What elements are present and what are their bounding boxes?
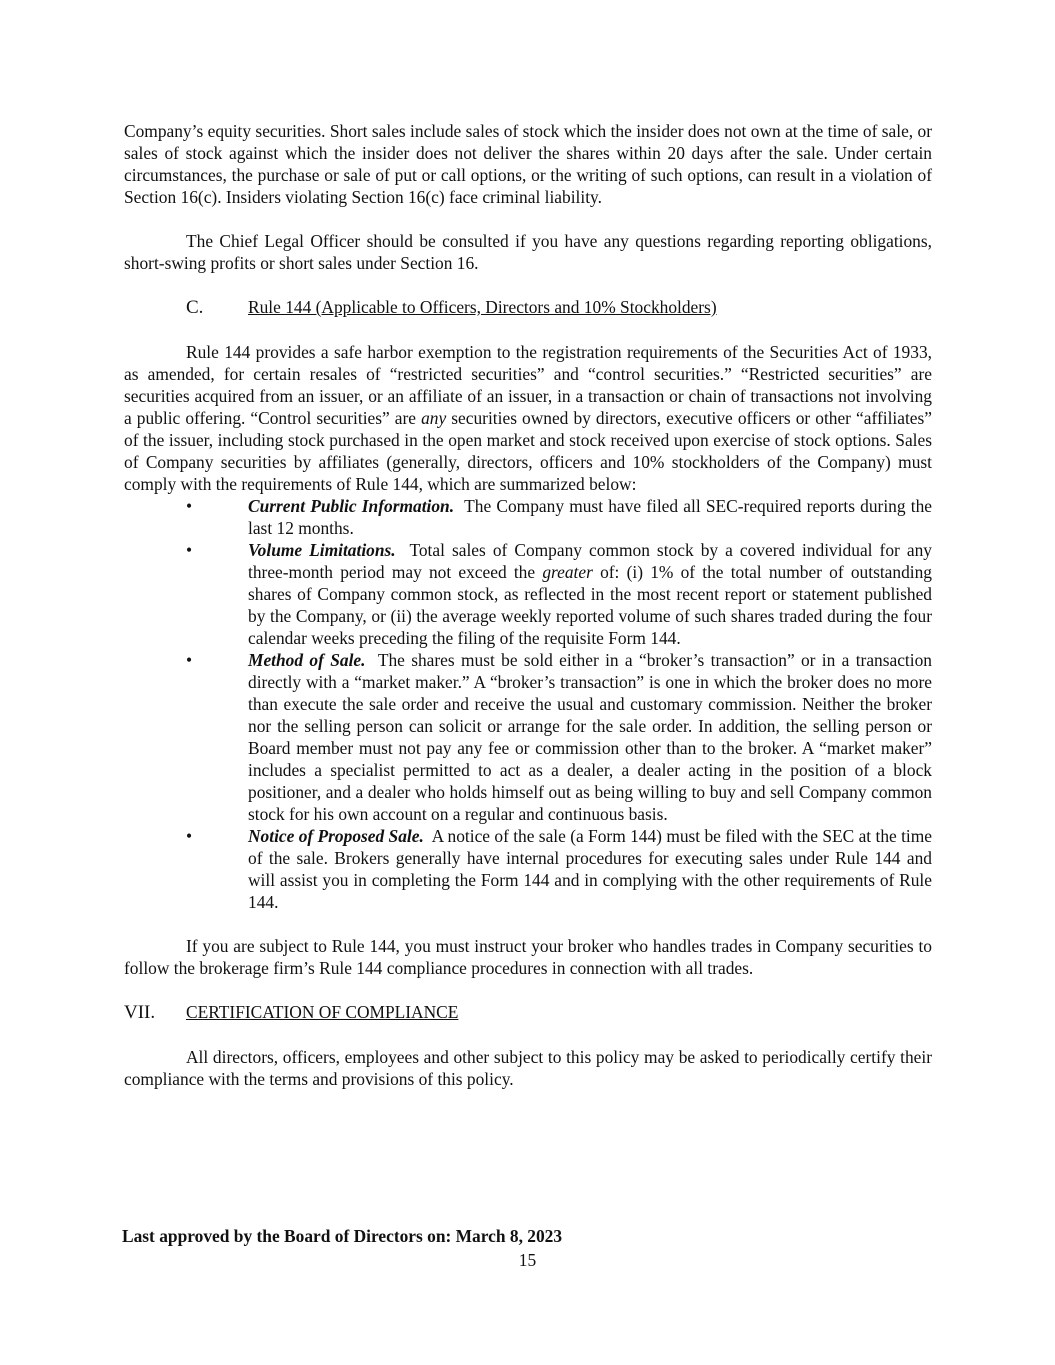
approval-footer: Last approved by the Board of Directors on: March 8, 2023: [122, 1226, 563, 1246]
item-lead: Volume Limitations.: [248, 540, 396, 560]
bullet-icon: •: [186, 540, 193, 560]
section-heading-c: [186, 296, 932, 319]
list-item: [124, 649, 932, 825]
item-text: The Company must have filed all SEC-required reports during the last 12 months.: [248, 496, 932, 538]
list-item: [124, 825, 932, 913]
page-number: 15: [518, 1250, 537, 1270]
list-item: [124, 495, 932, 539]
paragraph-chief-legal-officer: The Chief Legal Officer should be consulted if you have any questions regarding reporting obligations, short-swing profits or short sales under Section 16.: [124, 231, 932, 273]
item-text: Total sales of Company common stock by a covered individual for any three-month period may not exceed the greater of: (i) 1% of the total number of outstanding shares of Company common stock, as reflected in the most recent report or statement published by the Company, or (ii) the average weekly reported volume of such shares traded during the four calendar weeks preceding the filing of the requisite Form 144.: [248, 540, 933, 648]
item-lead: Current Public Information.: [248, 496, 455, 516]
document-body: [124, 120, 932, 1090]
emphasis-greater: greater: [542, 562, 593, 582]
paragraph-certification: All directors, officers, employees and other subject to this policy may be asked to periodically certify their compliance with the terms and provisions of this policy.: [124, 1047, 932, 1089]
list-item: [124, 539, 932, 649]
section-title: CERTIFICATION OF COMPLIANCE: [186, 1002, 459, 1022]
paragraph-rule-144: Rule 144 provides a safe harbor exemption to the registration requirements of the Securities Act of 1933, as amended, for certain resales of “restricted securities” and “control securities.” “Restricted securities” are securities acquired from an issuer, or an affiliate of an issuer, in a transaction or chain of transactions not involving a public offering. “Control securities” are any securities owned by directors, executive officers or other “affiliates” of the issuer, including stock purchased in the open market and stock received upon exercise of stock options. Sales of Company securities by affiliates (generally, directors, officers and 10% stockholders of the Company) must comply with the requirements of Rule 144, which are summarized below:: [124, 342, 932, 494]
bullet-icon: •: [186, 826, 193, 846]
section-number: VII.: [124, 1002, 156, 1023]
item-text: A notice of the sale (a Form 144) must be filed with the SEC at the time of the sale. Brokers generally have internal procedures for executing sales under Rule 144 and will assist you in completing the Form 144 and in complying with the other requirements of Rule 144.: [248, 826, 932, 912]
paragraph-broker-instructions: If you are subject to Rule 144, you must instruct your broker who handles trades in Company securities to follow the brokerage firm’s Rule 144 compliance procedures in connection with all trades.: [124, 936, 932, 978]
item-lead: Method of Sale.: [248, 650, 366, 670]
section-title: Rule 144 (Applicable to Officers, Directors and 10% Stockholders): [248, 297, 717, 317]
section-number: C.: [186, 297, 204, 318]
item-text: The shares must be sold either in a “broker’s transaction” or in a transaction directly with a “market maker.” A “broker’s transaction” is one in which the broker does no more than execute the sale order and receive the usual and customary commission. Neither the broker nor the selling person can solicit or arrange for the sale order. In addition, the selling person or Board member must not pay any fee or commission other than to the broker. A “market maker” includes a specialist permitted to act as a dealer, a dealer acting in the position of a block positioner, and a dealer who holds himself out as being willing to buy and sell Company common stock for his own account on a regular and continuous basis.: [248, 650, 932, 824]
bullet-icon: •: [186, 496, 193, 516]
paragraph-short-sales: Company’s equity securities. Short sales include sales of stock which the insider does not own at the time of sale, or sales of stock against which the insider does not deliver the shares within 20 days after the sale. Under certain circumstances, the purchase or sale of put or call options, or the writing of such options, can result in a violation of Section 16(c). Insiders violating Section 16(c) face criminal liability.: [124, 121, 932, 207]
rule-144-requirements-list: [124, 495, 932, 913]
bullet-icon: •: [186, 650, 193, 670]
section-heading-vii: [124, 1001, 932, 1024]
item-lead: Notice of Proposed Sale.: [248, 826, 424, 846]
emphasis-any: any: [421, 408, 447, 428]
